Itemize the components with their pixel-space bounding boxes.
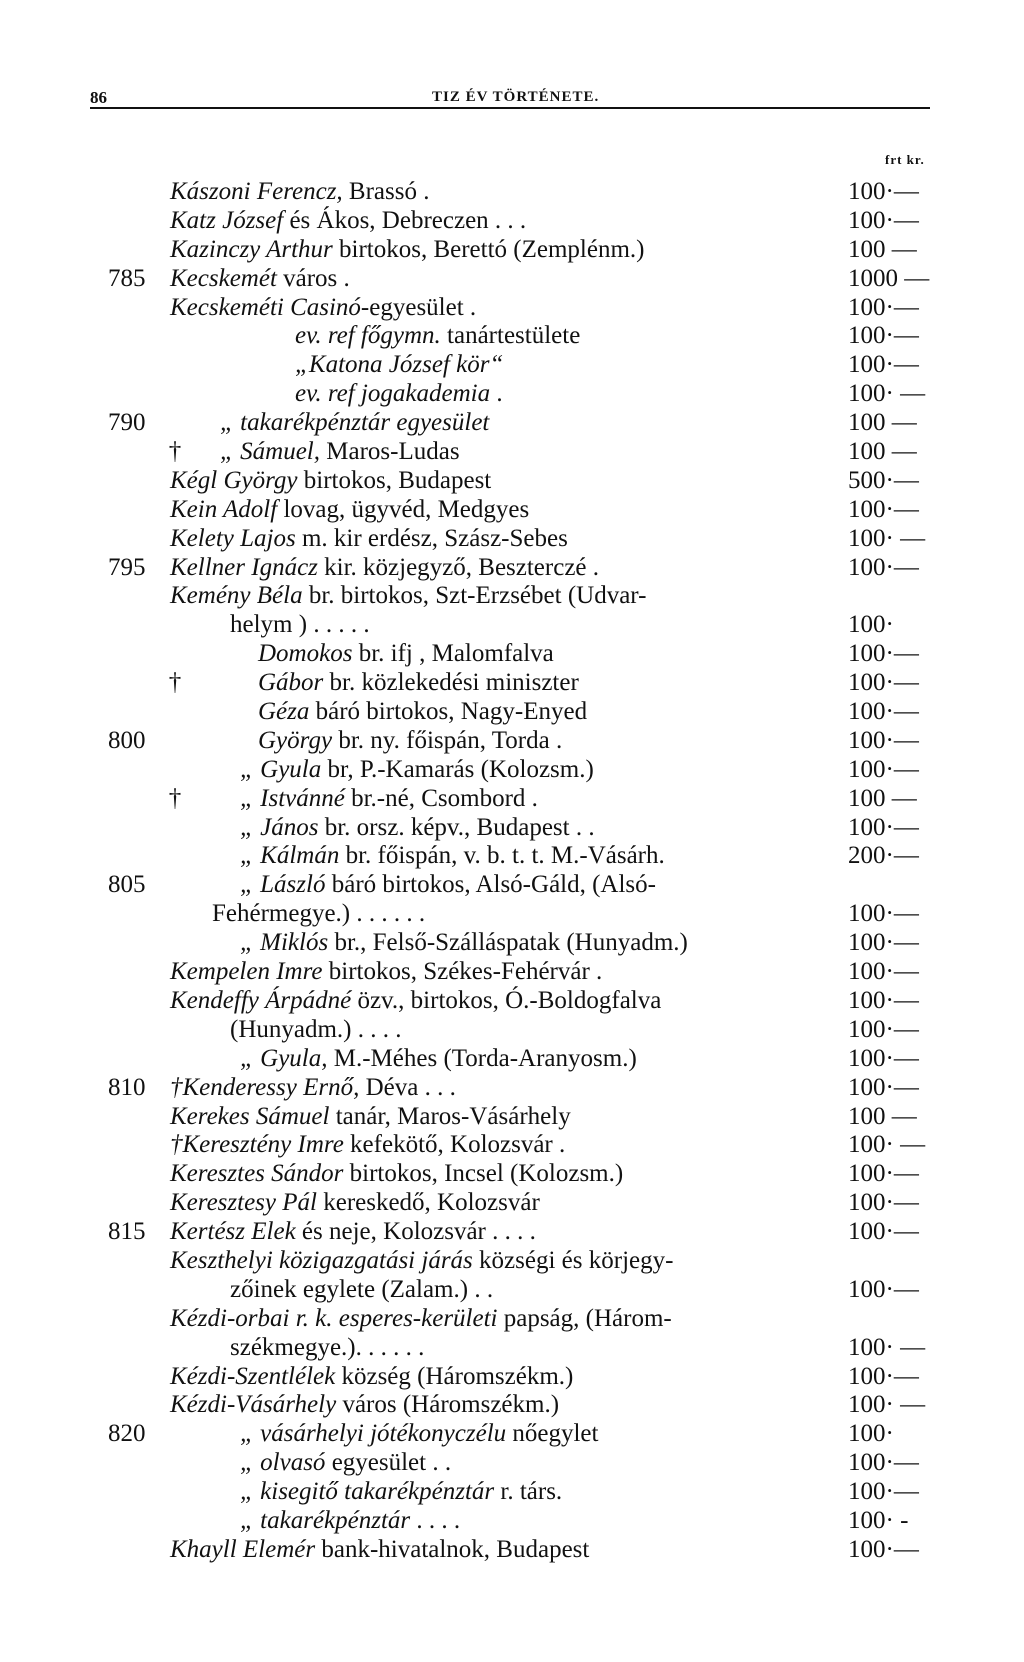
entry-name: „ János: [240, 813, 319, 841]
entry-text: [295, 380, 503, 409]
entry-text: [170, 1391, 559, 1420]
entry-text: [220, 409, 489, 438]
list-item: [0, 496, 1024, 525]
list-item: [0, 1334, 1024, 1363]
entry-text: [295, 351, 503, 380]
entry-text: [170, 265, 350, 294]
entry-text: [258, 640, 554, 669]
entry-details: birtokos, Incsel (Kolozsm.): [343, 1160, 624, 1188]
entry-name: †Keresztény Imre: [170, 1131, 344, 1159]
entry-text: [240, 756, 594, 785]
entry-details: egyesület . .: [325, 1449, 452, 1477]
entry-name: Kendeffy Árpádné: [170, 986, 352, 1014]
entry-name: „ takarékpénztár egyesület: [220, 409, 490, 437]
list-item: [0, 467, 1024, 496]
entry-name: „ Gyula,: [240, 1044, 328, 1072]
entry-text: [170, 178, 429, 207]
entry-number: 800: [108, 726, 146, 754]
entry-text: [170, 1074, 456, 1103]
entry-amount: 100·—: [848, 206, 919, 234]
entry-details: birtokos, Berettó (Zemplénm.): [332, 235, 645, 263]
entry-text: [240, 929, 688, 958]
amount-column-header: frt kr.: [885, 152, 925, 167]
header-rule: [90, 107, 930, 109]
entry-details: papság, (Három-: [497, 1304, 672, 1332]
entry-text: [240, 1478, 562, 1507]
entry-amount: 100·—: [848, 1275, 919, 1303]
list-item: [0, 611, 1024, 640]
list-item: [0, 265, 1024, 294]
entry-amount: 100·—: [848, 495, 919, 523]
entry-name: „Katona József kör“: [295, 351, 504, 379]
entry-text: [170, 1218, 536, 1247]
list-item: [0, 785, 1024, 814]
entry-details: báró birtokos, Nagy-Enyed: [309, 698, 588, 726]
list-item: [0, 1449, 1024, 1478]
list-item: [0, 1074, 1024, 1103]
entry-text: [220, 438, 460, 467]
running-title: TIZ ÉV TÖRTÉNETE.: [432, 89, 600, 105]
entry-text: [170, 207, 526, 236]
entry-name: Kertész Elek: [170, 1218, 296, 1246]
entry-text: [170, 525, 568, 554]
entry-text: [240, 1507, 460, 1536]
entry-details: özv., birtokos, Ó.-Boldogfalva: [351, 986, 662, 1014]
entry-name: Kazinczy Arthur: [170, 235, 333, 263]
list-item: [0, 669, 1024, 698]
list-item: [0, 727, 1024, 756]
list-item: [0, 1305, 1024, 1334]
entry-details: lovag, ügyvéd, Medgyes: [277, 495, 530, 523]
entry-amount: 100·—: [848, 1449, 919, 1477]
entry-details: br.-né, Csombord .: [344, 784, 538, 812]
entry-details: Fehérmegye.) . . . . . .: [212, 900, 426, 928]
list-item: [0, 1363, 1024, 1392]
list-item: [0, 1189, 1024, 1218]
entry-amount: 100·—: [848, 929, 919, 957]
entry-details: tanár, Maros-Vásárhely: [329, 1102, 571, 1130]
entry-details: (Hunyadm.) . . . .: [230, 1015, 402, 1043]
entry-text: [230, 1276, 493, 1305]
entry-amount: 100·—: [848, 986, 919, 1014]
entry-name: Géza: [258, 698, 310, 726]
entry-amount: 100·—: [848, 1189, 919, 1217]
entry-text: [170, 1189, 540, 1218]
entry-amount: 100· —: [848, 1333, 926, 1361]
entry-details: nőegylet: [506, 1420, 599, 1448]
list-item: [0, 1045, 1024, 1074]
list-item: [0, 1016, 1024, 1045]
entry-name: „ Kálmán: [240, 842, 340, 870]
entry-details: tanártestülete: [440, 322, 581, 350]
list-item: [0, 842, 1024, 871]
entry-name: „ takarékpénztár: [240, 1506, 411, 1534]
list-item: [0, 929, 1024, 958]
list-item: [0, 322, 1024, 351]
list-item: [0, 1103, 1024, 1132]
entry-text: [170, 294, 476, 323]
entry-amount: 100 —: [848, 1102, 917, 1130]
entry-amount: 100·—: [848, 178, 919, 205]
entry-details: . . . .: [410, 1506, 461, 1534]
entry-text: [240, 785, 538, 814]
entry-details: m. kir erdész, Szász-Sebes: [295, 524, 568, 552]
entry-text: [170, 236, 644, 265]
entry-text: [230, 611, 370, 640]
entry-name: György: [258, 726, 333, 754]
list-item: [0, 1131, 1024, 1160]
list-item: [0, 438, 1024, 467]
entry-text: [170, 987, 661, 1016]
entry-text: [170, 1363, 573, 1392]
list-item: [0, 351, 1024, 380]
entry-details: br. ifj , Malomfalva: [352, 640, 554, 668]
list-item: [0, 1391, 1024, 1420]
entry-text: [170, 1536, 589, 1565]
entry-amount: 100· -: [848, 1506, 909, 1534]
entry-name: Keresztesy Pál: [170, 1189, 317, 1217]
entry-amount: 500·—: [848, 466, 919, 494]
entry-details: bank-hivatalnok, Budapest: [315, 1535, 590, 1563]
entry-text: [230, 1016, 402, 1045]
entry-text: [230, 1334, 424, 1363]
entry-details: birtokos, Budapest: [297, 466, 492, 494]
entry-name: Gábor: [258, 669, 324, 697]
entry-name: Kempelen Imre: [170, 958, 323, 986]
entry-name: „ vásárhelyi jótékonyczélu: [240, 1420, 507, 1448]
entry-amount: 200·—: [848, 842, 919, 870]
list-item: [0, 900, 1024, 929]
entry-details: Déva . . .: [359, 1073, 456, 1101]
entry-amount: 100 —: [848, 409, 917, 437]
list-item: [0, 236, 1024, 265]
entry-details: város (Háromszékm.): [336, 1391, 560, 1419]
entry-details: br., Felső-Szálláspatak (Hunyadm.): [328, 929, 688, 957]
entry-text: [258, 669, 579, 698]
entry-amount: 100·—: [848, 1160, 919, 1188]
entry-amount: 100·: [848, 611, 894, 639]
entry-text: [240, 871, 656, 900]
entry-text: [170, 554, 599, 583]
entry-details: br. birtokos, Szt-Erzsébet (Udvar-: [302, 582, 647, 610]
entry-amount: 100·: [848, 1420, 894, 1448]
list-item: [0, 1276, 1024, 1305]
entry-name: Katz József: [170, 206, 284, 234]
entry-amount: 100·—: [848, 1478, 919, 1506]
entry-number: 790: [108, 409, 146, 437]
entry-details: és Ákos, Debreczen . . .: [283, 206, 527, 234]
entry-name: Kégl György: [170, 466, 298, 494]
deceased-mark: †: [168, 438, 182, 466]
entry-details: község (Háromszékm.): [335, 1362, 574, 1390]
list-item: [0, 1160, 1024, 1189]
entry-name: „ Sámuel,: [220, 438, 320, 466]
entry-text: [295, 322, 580, 351]
entry-name: Kelety Lajos: [170, 524, 296, 552]
entry-amount: 100·—: [848, 1073, 919, 1101]
entry-name: „ Miklós: [240, 929, 329, 957]
entry-amount: 100·—: [848, 553, 919, 581]
list-item: [0, 958, 1024, 987]
entry-details: kefekötő, Kolozsvár .: [343, 1131, 566, 1159]
entry-amount: 100·—: [848, 1218, 919, 1246]
entry-details: kereskedő, Kolozsvár: [316, 1189, 540, 1217]
entry-details: és neje, Kolozsvár . . . .: [295, 1218, 536, 1246]
entry-text: [212, 900, 425, 929]
entry-text: [170, 582, 646, 611]
entry-name: Kemény Béla: [170, 582, 303, 610]
entry-amount: 100·—: [848, 1044, 919, 1072]
entry-details: báró birtokos, Alsó-Gáld, (Alsó-: [325, 871, 656, 899]
entry-amount: 100· —: [848, 380, 926, 408]
entry-number: 795: [108, 553, 146, 581]
entry-amount: 100· —: [848, 1131, 926, 1159]
entry-text: [258, 698, 587, 727]
entry-details: r. társ.: [494, 1478, 563, 1506]
entry-text: [240, 1420, 598, 1449]
list-item: [0, 1218, 1024, 1247]
entry-amount: 100· —: [848, 1391, 926, 1419]
deceased-mark: †: [168, 669, 182, 697]
entry-details: zőinek egylete (Zalam.) . .: [230, 1275, 494, 1303]
entry-details: Maros-Ludas: [320, 438, 460, 466]
deceased-mark: †: [168, 784, 182, 812]
entry-text: [170, 1160, 623, 1189]
entry-name: Kellner Ignácz: [170, 553, 318, 581]
list-item: [0, 871, 1024, 900]
list-item: [0, 1247, 1024, 1276]
entry-text: [170, 1103, 571, 1132]
entry-name: „ Gyula: [240, 755, 322, 783]
entry-name: Kászoni Ferencz,: [170, 178, 343, 205]
entry-amount: 100·—: [848, 755, 919, 783]
entry-name: ev. ref főgymn.: [295, 322, 441, 350]
list-item: [0, 1478, 1024, 1507]
entry-amount: 100·—: [848, 351, 919, 379]
entry-name: „ kisegitő takarékpénztár: [240, 1478, 495, 1506]
entry-name: Kecskeméti Casinó-: [170, 293, 370, 321]
entry-name: „ Istvánné: [240, 784, 345, 812]
entry-text: [240, 1449, 451, 1478]
entry-details: egyesület .: [369, 293, 477, 321]
list-item: [0, 814, 1024, 843]
entry-amount: 100·—: [848, 726, 919, 754]
list-item: [0, 207, 1024, 236]
entry-text: [170, 1305, 672, 1334]
entry-text: [170, 467, 491, 496]
entry-details: város .: [276, 264, 350, 292]
entry-amount: 100 —: [848, 784, 917, 812]
entry-name: ev. ref jogakademia: [295, 380, 491, 408]
entry-details: helym ) . . . . .: [230, 611, 370, 639]
entry-details: kir. közjegyző, Beszterczé .: [317, 553, 600, 581]
entry-amount: 100·—: [848, 900, 919, 928]
list-item: [0, 178, 1024, 207]
entry-details: .: [490, 380, 503, 408]
entry-name: Kézdi-orbai r. k. esperes-kerületi: [170, 1304, 498, 1332]
entry-name: Kerekes Sámuel: [170, 1102, 330, 1130]
entry-number: 810: [108, 1073, 146, 1101]
list-item: [0, 525, 1024, 554]
entry-name: Kecskemét: [170, 264, 277, 292]
entry-amount: 100·—: [848, 1015, 919, 1043]
list-item: [0, 698, 1024, 727]
entry-name: †Kenderessy Ernő,: [170, 1073, 360, 1101]
list-item: [0, 1536, 1024, 1565]
list-item: [0, 409, 1024, 438]
entry-number: 820: [108, 1420, 146, 1448]
entry-text: [170, 496, 529, 525]
entry-details: br. ny. főispán, Torda .: [332, 726, 563, 754]
entry-name: Kein Adolf: [170, 495, 278, 523]
entry-details: M.-Méhes (Torda-Aranyosm.): [327, 1044, 637, 1072]
list-item: [0, 987, 1024, 1016]
entry-amount: 100 —: [848, 235, 917, 263]
list-item: [0, 1420, 1024, 1449]
entry-text: [170, 1131, 565, 1160]
entry-amount: 100·—: [848, 669, 919, 697]
list-item: [0, 294, 1024, 323]
list-item: [0, 582, 1024, 611]
list-item: [0, 554, 1024, 583]
page-number: 86: [90, 88, 107, 107]
entry-name: Keszthelyi közigazgatási járás: [170, 1246, 473, 1274]
page-header: [90, 80, 930, 110]
entry-details: br. orsz. képv., Budapest . .: [318, 813, 595, 841]
entry-details: Brassó .: [342, 178, 430, 205]
list-item: [0, 380, 1024, 409]
entry-text: [170, 958, 602, 987]
entry-amount: 100·—: [848, 813, 919, 841]
entry-amount: 100·—: [848, 698, 919, 726]
entry-text: [258, 727, 562, 756]
entry-name: Kézdi-Vásárhely: [170, 1391, 337, 1419]
entry-number: 805: [108, 871, 146, 899]
entry-name: Khayll Elemér: [170, 1535, 316, 1563]
entry-amount: 100 —: [848, 438, 917, 466]
entry-name: Kézdi-Szentlélek: [170, 1362, 336, 1390]
entry-name: „ olvasó: [240, 1449, 326, 1477]
entry-amount: 100·—: [848, 1535, 919, 1563]
entry-number: 785: [108, 264, 146, 292]
entry-amount: 100· —: [848, 524, 926, 552]
entry-text: [170, 1247, 673, 1276]
entry-text: [240, 814, 595, 843]
list-item: [0, 756, 1024, 785]
entry-details: községi és körjegy-: [472, 1246, 674, 1274]
entry-amount: 100·—: [848, 1362, 919, 1390]
entry-details: br. közlekedési miniszter: [323, 669, 579, 697]
entry-text: [240, 1045, 637, 1074]
entry-details: birtokos, Székes-Fehérvár .: [322, 958, 603, 986]
list-item: [0, 640, 1024, 669]
entry-text: [240, 842, 665, 871]
entry-amount: 100·—: [848, 322, 919, 350]
entry-details: br, P.-Kamarás (Kolozsm.): [321, 755, 594, 783]
entry-details: br. főispán, v. b. t. t. M.-Vásárh.: [339, 842, 665, 870]
entry-amount: 1000 —: [848, 264, 930, 292]
entry-amount: 100·—: [848, 640, 919, 668]
entry-name: Keresztes Sándor: [170, 1160, 344, 1188]
list-item: [0, 1507, 1024, 1536]
entry-name: Domokos: [258, 640, 353, 668]
entry-amount: 100·—: [848, 958, 919, 986]
entry-details: székmegye.). . . . . .: [230, 1333, 425, 1361]
entry-amount: 100·—: [848, 293, 919, 321]
donor-list: [0, 178, 1024, 1565]
entry-number: 815: [108, 1218, 146, 1246]
entry-name: „ László: [240, 871, 326, 899]
